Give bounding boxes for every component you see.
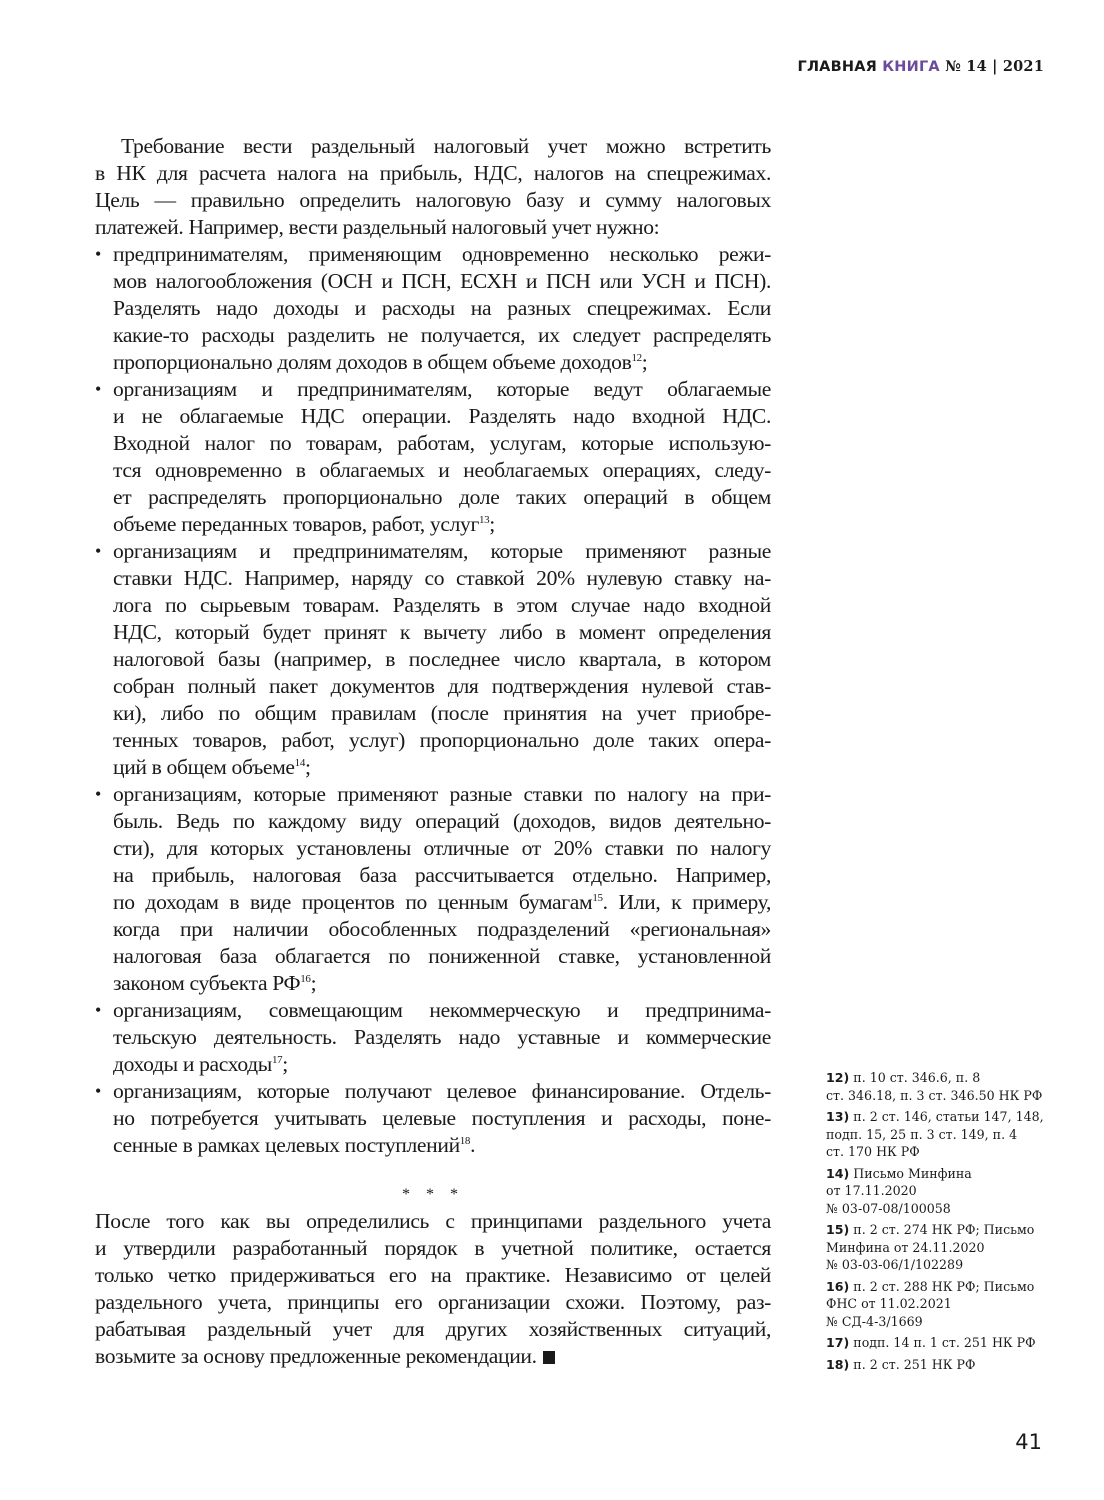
footnote-ref[interactable]: 16 xyxy=(300,972,311,985)
text-line: раздельного учета, принципы его организации схожи. Поэтому, раз- xyxy=(95,1290,771,1314)
footnote-ref[interactable]: 17 xyxy=(271,1053,283,1066)
text-line: налоговая база облагается по пониженной ставке, установленной xyxy=(113,944,771,968)
footnote-text: № 03-07-08/100058 xyxy=(826,1200,951,1216)
text-line: ки), либо по общим правилам (после принятия на учет приобре- xyxy=(113,701,771,725)
bullet-icon: • xyxy=(95,1000,102,1020)
text-line: какие-то расходы разделить не получается, их следует распределять xyxy=(113,323,771,347)
text-line: платежей. Например, вести раздельный налоговый учет нужно: xyxy=(95,215,660,239)
footnote-ref[interactable]: 12 xyxy=(631,351,642,364)
footnote-number: 16) xyxy=(826,1278,850,1294)
text-line: тся одновременно в облагаемых и необлагаемых операциях, следу- xyxy=(113,458,771,482)
text-line: тенных товаров, работ, услуг) пропорционально доле таких опера- xyxy=(113,728,771,752)
text-fragment: ; xyxy=(310,971,317,995)
text-line xyxy=(113,970,771,997)
intro-paragraph xyxy=(95,133,771,241)
text-line: и утвердили разработанный порядок в учетной политике, остается xyxy=(95,1236,771,1260)
footnote-15 xyxy=(826,1221,1066,1274)
footnote-text: подп. 14 п. 1 ст. 251 НК РФ xyxy=(853,1335,1036,1350)
footnote-number: 18) xyxy=(826,1356,850,1372)
text-fragment: сенные в рамках целевых поступлений xyxy=(113,1133,460,1157)
text-line: собран полный пакет документов для подтверждения нулевой став- xyxy=(113,674,771,698)
footnote-text: п. 2 ст. 288 НК РФ; Письмо xyxy=(853,1278,1035,1294)
text-line xyxy=(113,754,771,781)
text-fragment: доходы и расходы xyxy=(113,1052,272,1076)
text-line: сти), для которых установлены отличные от 20% ставки по налогу xyxy=(113,836,771,860)
list-item xyxy=(95,241,771,376)
footnote-17 xyxy=(826,1334,1066,1352)
text-line: тельскую деятельность. Разделять надо уставные и коммерческие xyxy=(113,1025,771,1049)
text-line: Входной налог по товарам, работам, услугам, которые использую- xyxy=(113,431,771,455)
magazine-header xyxy=(798,58,1045,75)
footnote-ref[interactable]: 18 xyxy=(459,1134,471,1147)
article-body xyxy=(95,133,771,1370)
bullet-icon: • xyxy=(95,379,102,399)
text-line: только четко придерживаться его на практике. Независимо от целей xyxy=(95,1263,771,1287)
text-line: ет распределять пропорционально доле таких операций в общем xyxy=(113,485,771,509)
footnote-text: № СД-4-3/1669 xyxy=(826,1313,923,1329)
footnote-text: № 03-03-06/1/102289 xyxy=(826,1257,964,1272)
text-fragment: пропорционально долям доходов в общем объеме доходов xyxy=(113,350,632,374)
text-line: Требование вести раздельный налоговый учет можно встретить xyxy=(121,134,771,158)
bullet-icon: • xyxy=(95,784,102,804)
text-line: организациям, совмещающим некоммерческую и предпринима- xyxy=(113,998,771,1022)
footnote-text: п. 10 ст. 346.6, п. 8 xyxy=(853,1070,981,1085)
text-fragment: ; xyxy=(282,1052,288,1076)
text-line: НДС, который будет принят к вычету либо в момент определения xyxy=(113,620,771,644)
page-number: 41 xyxy=(1015,1430,1042,1454)
text-fragment: законом субъекта РФ xyxy=(113,971,301,995)
text-line xyxy=(113,511,771,538)
text-line: и не облагаемые НДС операции. Разделять надо входной НДС. xyxy=(113,404,771,428)
text-line: рабатывая раздельный учет для других хозяйственных ситуаций, xyxy=(95,1317,771,1341)
text-line: мов налогообложения (ОСН и ПСН, ЕСХН и ПСН или УСН и ПСН). xyxy=(113,269,771,293)
footnote-12 xyxy=(826,1069,1066,1104)
footnote-text: п. 2 ст. 146, статьи 147, 148, xyxy=(853,1109,1044,1124)
list-item xyxy=(95,781,771,997)
section-separator: * * * xyxy=(402,1186,464,1203)
text-fragment: возьмите за основу предложенные рекомендации. xyxy=(95,1344,537,1368)
end-of-article-square-icon xyxy=(543,1351,555,1364)
text-fragment: . Или, к примеру, xyxy=(602,890,771,914)
list-item xyxy=(95,538,771,781)
footnote-number: 15) xyxy=(826,1222,850,1237)
text-line: организациям, которые получают целевое финансирование. Отдель- xyxy=(113,1079,771,1103)
text-line xyxy=(113,349,771,376)
text-line xyxy=(113,1051,771,1078)
text-line: в НК для расчета налога на прибыль, НДС, налогов на спецрежимах. xyxy=(95,161,771,185)
footnote-ref[interactable]: 13 xyxy=(478,513,490,526)
footnote-13 xyxy=(826,1108,1066,1161)
text-line: организациям и предпринимателям, которые применяют разные xyxy=(113,539,771,563)
text-fragment: ; xyxy=(641,350,648,374)
list-item xyxy=(95,997,771,1078)
text-line: лога по сырьевым товарам. Разделять в этом случае надо входной xyxy=(113,593,771,617)
text-fragment: . xyxy=(470,1133,476,1157)
bullet-icon: • xyxy=(95,541,102,561)
text-line: организациям и предпринимателям, которые ведут облагаемые xyxy=(113,377,771,401)
footnote-16 xyxy=(826,1278,1066,1331)
issue-number: № 14 | 2021 xyxy=(945,58,1044,75)
conclusion-paragraph xyxy=(95,1208,771,1370)
text-fragment: ; xyxy=(304,755,311,779)
text-line: Разделять надо доходы и расходы на разных спецрежимах. Если xyxy=(113,296,771,320)
text-fragment: объеме переданных товаров, работ, услуг xyxy=(113,512,479,536)
footnote-text: от 17.11.2020 xyxy=(826,1183,917,1198)
footnote-text: п. 2 ст. 274 НК РФ; Письмо xyxy=(853,1222,1035,1237)
text-line: Цель — правильно определить налоговую базу и сумму налоговых xyxy=(95,188,771,212)
text-line xyxy=(113,1132,771,1159)
text-line xyxy=(113,889,771,916)
text-line: на прибыль, налоговая база рассчитывается отдельно. Например, xyxy=(113,863,771,887)
text-fragment: по доходам в виде процентов по ценным бумагам xyxy=(113,890,593,914)
text-line: предпринимателям, применяющим одновременно несколько режи- xyxy=(113,242,771,266)
footnote-text: ст. 346.18, п. 3 ст. 346.50 НК РФ xyxy=(826,1087,1043,1103)
magazine-title-part1: ГЛАВНАЯ xyxy=(797,59,877,75)
footnote-text: п. 2 ст. 251 НК РФ xyxy=(853,1356,976,1372)
footnote-ref[interactable]: 15 xyxy=(592,891,603,904)
magazine-title-part2: КНИГА xyxy=(882,59,940,75)
text-line: организациям, которые применяют разные ставки по налогу на при- xyxy=(113,782,771,806)
footnotes-sidebar xyxy=(826,1069,1066,1377)
footnote-number: 13) xyxy=(826,1109,850,1124)
text-line xyxy=(95,1343,771,1370)
list-item xyxy=(95,376,771,538)
bullet-icon: • xyxy=(95,1081,102,1101)
text-fragment: ций в общем объеме xyxy=(113,755,295,779)
list-item xyxy=(95,1078,771,1159)
footnote-number: 14) xyxy=(826,1165,850,1181)
footnote-ref[interactable]: 14 xyxy=(294,756,305,769)
footnote-18 xyxy=(826,1356,1066,1374)
footnote-text: подп. 15, 25 п. 3 ст. 149, п. 4 xyxy=(826,1126,1018,1142)
bullet-icon: • xyxy=(95,244,102,264)
footnote-text: Минфина от 24.11.2020 xyxy=(826,1239,985,1255)
footnote-number: 17) xyxy=(826,1335,850,1350)
text-line: После того как вы определились с принципами раздельного учета xyxy=(95,1209,771,1233)
footnote-14 xyxy=(826,1165,1066,1218)
text-line: но потребуется учитывать целевые поступления и расходы, поне- xyxy=(113,1106,771,1130)
text-line: ставки НДС. Например, наряду со ставкой 20% нулевую ставку на- xyxy=(113,566,771,590)
text-line: быль. Ведь по каждому виду операций (доходов, видов деятельно- xyxy=(113,809,771,833)
footnote-text: ст. 170 НК РФ xyxy=(826,1144,920,1159)
text-line: когда при наличии обособленных подразделений «региональная» xyxy=(113,917,771,941)
text-fragment: ; xyxy=(489,512,495,536)
footnote-text: ФНС от 11.02.2021 xyxy=(826,1296,952,1311)
footnote-text: Письмо Минфина xyxy=(853,1165,972,1181)
footnote-number: 12) xyxy=(826,1070,850,1085)
text-line: налоговой базы (например, в последнее число квартала, в котором xyxy=(113,647,771,671)
